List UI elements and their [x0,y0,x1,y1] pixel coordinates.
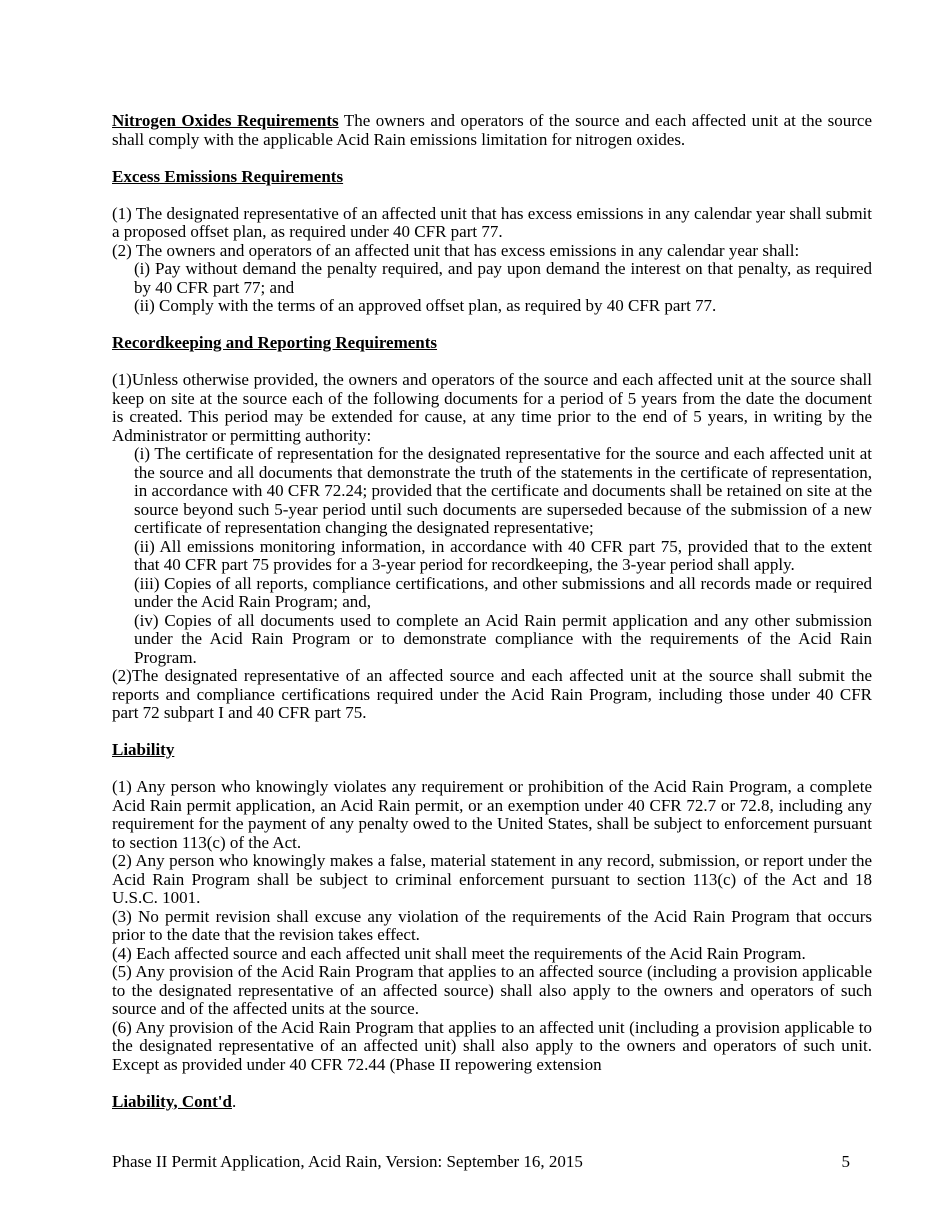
page-number: 5 [841,1152,850,1171]
recordkeeping-heading-line [112,334,872,353]
excess-item-2-ii: (ii) Comply with the terms of an approved offset plan, as required by 40 CFR part 77. [134,296,717,315]
liability-contd-suffix: . [231,1091,237,1111]
excess-heading: Excess Emissions Requirements [112,166,344,186]
recordkeeping-item-1-i: (i) The certificate of representation for the designated representative for the source and each affected unit at the source and all documents that demonstrate the truth of the statements in the certificate of representation, in accordance with 40 CFR 72.24; provided that the certificate and documents shall be retained on site at the source beyond such 5-year period until such documents are superseded because of the submission of a new certificate of representation changing the designated representative; [134,444,872,537]
liability-item-4: (4) Each affected source and each affected unit shall meet the requirements of the Acid Rain Program. [112,943,806,963]
liability-heading-line [112,741,872,760]
page-footer [112,1153,850,1172]
recordkeeping-item-2: (2)The designated representative of an affected source and each affected unit at the source shall submit the reports and compliance certifications required under the Acid Rain Program, including those under 40 CFR part 72 subpart I and 40 CFR part 75. [112,666,872,722]
liability-item-1: (1) Any person who knowingly violates any requirement or prohibition of the Acid Rain Program, a complete Acid Rain permit application, an Acid Rain permit, or an exemption under 40 CFR 72.7 or 72.8, including any requirement for the payment of any penalty owed to the United States, shall be subject to enforcement pursuant to section 113(c) of the Act. [112,777,872,852]
nox-heading: Nitrogen Oxides Requirements [112,111,339,130]
footer-text: Phase II Permit Application, Acid Rain, Version: September 16, 2015 [112,1152,583,1171]
excess-heading-line [112,168,872,187]
liability-item-2: (2) Any person who knowingly makes a false, material statement in any record, submission, or report under the Acid Rain Program shall be subject to criminal enforcement pursuant to section 113(c) of the Act and 18 U.S.C. 1001. [112,851,872,907]
liability-contd-line [112,1093,872,1112]
liability-item-5: (5) Any provision of the Acid Rain Program that applies to an affected source (including a provision applicable to the designated representative of an affected source) shall also apply to the owners and operators of such source and of the affected units at the source. [112,962,872,1018]
recordkeeping-item-1-iii: (iii) Copies of all reports, compliance certifications, and other submissions and all records made or required under the Acid Rain Program; and, [134,573,872,611]
liability-item-6: (6) Any provision of the Acid Rain Program that applies to an affected unit (including a provision applicable to the designated representative of an affected unit) shall also apply to the owners and operators of such unit. Except as provided under 40 CFR 72.44 (Phase II repowering extension [112,1017,872,1074]
recordkeeping-item-1: (1)Unless otherwise provided, the owners and operators of the source and each affected unit at the source shall keep on site at the source each of the following documents for a period of 5 years from the date the document is created. This period may be extended for cause, at any time prior to the end of 5 years, in writing by the Administrator or permitting authority: [112,370,872,445]
document-page [112,112,872,1111]
excess-item-2-i: (i) Pay without demand the penalty required, and pay upon demand the interest on that penalty, as required by 40 CFR part 77; and [134,259,872,297]
excess-item-2: (2) The owners and operators of an affected unit that has excess emissions in any calendar year shall: [112,240,800,260]
liability-item-3: (3) No permit revision shall excuse any violation of the requirements of the Acid Rain Program that occurs prior to the date that the revision takes effect. [112,906,872,944]
liability-contd-heading: Liability, Cont'd [112,1091,232,1111]
recordkeeping-item-1-iv: (iv) Copies of all documents used to complete an Acid Rain permit application and any other submission under the Acid Rain Program or to demonstrate compliance with the requirements of the Acid Rain Program. [134,610,872,667]
nox-paragraph [112,112,872,149]
recordkeeping-item-1-ii: (ii) All emissions monitoring information, in accordance with 40 CFR part 75, provided that to the extent that 40 CFR part 75 provides for a 3-year period for recordkeeping, the 3-year period shall apply. [134,536,872,574]
nox-text: The owners and operators of the source and each affected unit at the source shall comply with the applicable Acid Rain emissions limitation for nitrogen oxides. [112,111,872,149]
excess-item-1: (1) The designated representative of an affected unit that has excess emissions in any calendar year shall submit a proposed offset plan, as required under 40 CFR part 77. [112,203,872,241]
recordkeeping-heading: Recordkeeping and Reporting Requirements [112,333,438,352]
liability-heading: Liability [112,740,175,759]
